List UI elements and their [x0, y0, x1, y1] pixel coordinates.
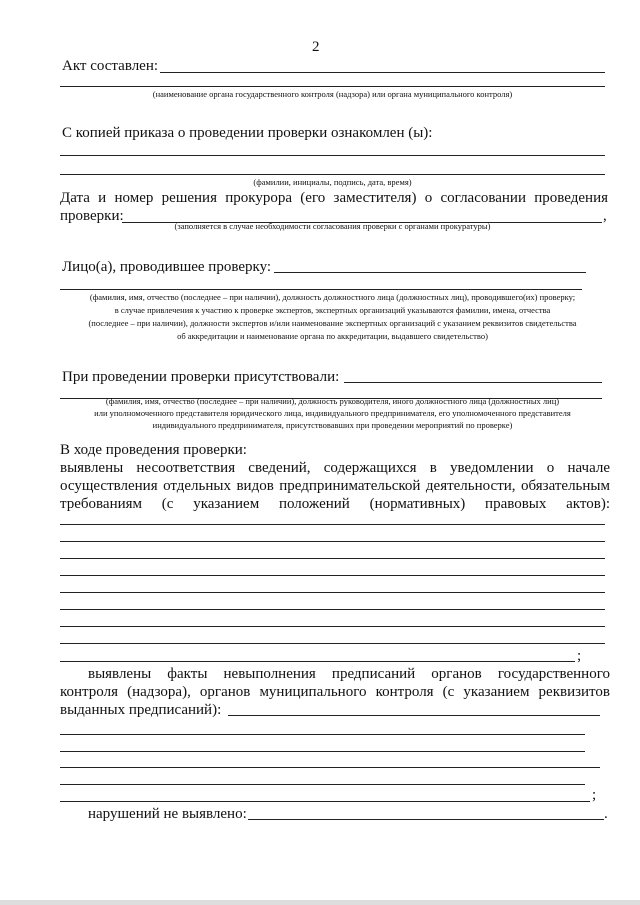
mismatch-field-1[interactable] — [60, 524, 605, 525]
prosecutor-decision-label: проверки: — [60, 208, 124, 224]
mismatch-text-3: требованиям (с указанием положений (нормативных) правовых актов): — [60, 496, 610, 512]
nonfulfillment-field-2[interactable] — [60, 751, 585, 752]
prosecutor-decision-text: Дата и номер решения прокурора (его заместителя) о согласовании проведения — [60, 190, 608, 206]
mismatch-field-3[interactable] — [60, 558, 605, 559]
inspector-caption-3: (последнее – при наличии), должности экспертов и/или наименование экспертных организаций с указанием реквизитов свидетельства — [88, 318, 577, 328]
mismatch-field-7[interactable] — [60, 626, 605, 627]
no-violations-label: нарушений не выявлено: — [88, 806, 247, 822]
mismatch-text-2: осуществления отдельных видов предпринимательской деятельности, обязательным — [60, 478, 610, 494]
findings-heading: В ходе проведения проверки: — [60, 442, 247, 458]
present-caption-2: или уполномоченного представителя юридического лица, индивидуального предпринимателя, его уполномоченного представителя — [94, 408, 571, 418]
no-violations-field[interactable] — [248, 819, 604, 820]
order-acquainted-caption: (фамилии, инициалы, подпись, дата, время) — [253, 177, 412, 187]
mismatch-text-1: выявлены несоответствия сведений, содержащихся в уведомлении о начале — [60, 460, 610, 476]
page-bottom-edge — [0, 900, 640, 905]
present-field[interactable] — [344, 382, 602, 383]
nonfulfillment-text-1: выявлены факты невыполнения предписаний органов государственного — [88, 666, 610, 682]
inspector-caption-1: (фамилия, имя, отчество (последнее – при наличии), должность должностного лица (должностных лиц), проводившего(их) проверку; — [89, 292, 576, 302]
order-acquainted-field-1[interactable] — [60, 155, 605, 156]
nonfulfillment-field-3[interactable] — [60, 767, 600, 768]
mismatch-field-2[interactable] — [60, 541, 605, 542]
prosecutor-decision-caption: (заполняется в случае необходимости согласования проверки с органами прокуратуры) — [174, 221, 491, 231]
page-number: 2 — [312, 39, 320, 55]
present-caption-1: (фамилия, имя, отчество (последнее – при наличии), должность руководителя, иного должностного лица (должностных лиц) — [105, 396, 560, 406]
inspector-field-line2[interactable] — [60, 289, 582, 290]
inspector-caption-2: в случае привлечения к участию к проверке экспертов, экспертных организаций указываются фамилии, имена, отчества — [114, 305, 551, 315]
no-violations-period: . — [604, 806, 608, 822]
mismatch-field-6[interactable] — [60, 609, 605, 610]
act-composed-field[interactable] — [160, 72, 605, 73]
mismatch-field-9[interactable] — [60, 661, 575, 662]
nonfulfillment-field-0[interactable] — [228, 715, 600, 716]
act-composed-caption: (наименование органа государственного контроля (надзора) или органа муниципального контроля) — [152, 89, 513, 99]
mismatch-field-4[interactable] — [60, 575, 605, 576]
inspector-caption-4: об аккредитации и наименование органа по аккредитации, выдавшего свидетельство) — [177, 331, 488, 341]
mismatch-semicolon: ; — [577, 648, 582, 664]
order-acquainted-field-2[interactable] — [60, 174, 605, 175]
mismatch-field-5[interactable] — [60, 592, 605, 593]
nonfulfillment-field-5[interactable] — [60, 801, 590, 802]
inspector-label: Лицо(а), проводившее проверку: — [62, 259, 272, 275]
nonfulfillment-text-3: выданных предписаний): — [60, 702, 222, 718]
present-label: При проведении проверки присутствовали: — [62, 369, 340, 385]
nonfulfillment-semicolon: ; — [592, 787, 597, 803]
inspector-field[interactable] — [274, 272, 586, 273]
nonfulfillment-field-4[interactable] — [60, 784, 585, 785]
nonfulfillment-field-1[interactable] — [60, 734, 585, 735]
mismatch-field-8[interactable] — [60, 643, 605, 644]
prosecutor-decision-comma: , — [603, 208, 607, 224]
order-acquainted-label: С копией приказа о проведении проверки ознакомлен (ы): — [62, 125, 433, 141]
act-composed-label: Акт составлен: — [62, 58, 159, 74]
present-caption-3: индивидуального предпринимателя, присутствовавших при проведении мероприятий по проверке) — [152, 420, 513, 430]
nonfulfillment-text-2: контроля (надзора), органов муниципального контроля (с указанием реквизитов — [60, 684, 610, 700]
act-composed-field-line2[interactable] — [60, 86, 605, 87]
